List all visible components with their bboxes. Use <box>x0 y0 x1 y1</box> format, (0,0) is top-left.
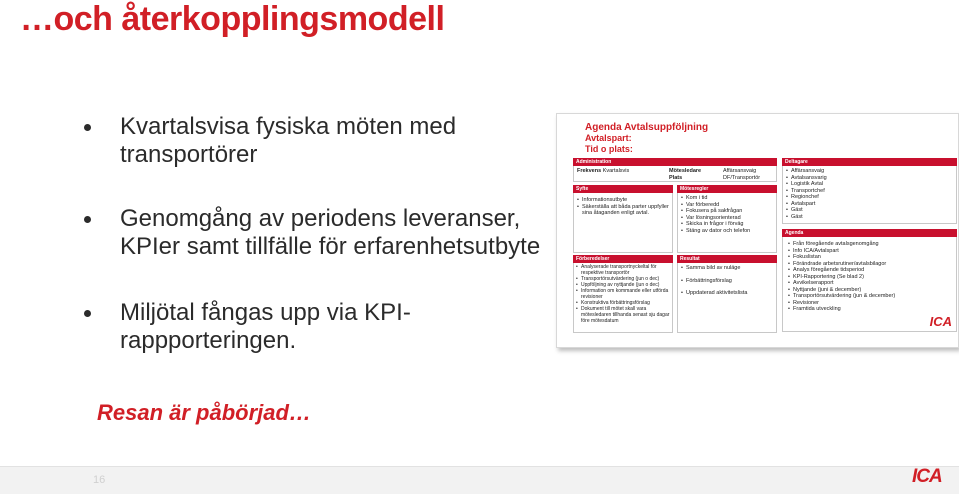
frekvens-value: Kvartalsvis <box>602 168 630 174</box>
ica-logo: ICA <box>912 466 942 487</box>
bullet-item: Genomgång av periodens leveranser, KPIer samt tillfälle för erfarenhetsutbyte <box>80 205 550 261</box>
bullet-item: Miljötal fångas upp via KPI-rappporteringen. <box>80 299 550 355</box>
list-item: • Analyserade transportnyckeltal för respektive transportör <box>576 264 674 276</box>
list-item: • Konstruktiva förbättringsförslag <box>576 300 674 306</box>
forberedelser-list <box>576 264 674 324</box>
list-item: • Fokusera på sakfrågan <box>681 208 777 215</box>
list-item: • Nyttjande (juni & december) <box>788 287 956 294</box>
list-item: • KPI-Rapportering (Se blad 2) <box>788 274 956 281</box>
list-item: • Var förberedd <box>681 202 777 209</box>
syfte-frame <box>573 185 673 253</box>
list-item: • Säkerställa att båda parter uppfyller sina åtaganden enligt avtal. <box>577 204 671 217</box>
syfte-header: Syfte <box>573 185 673 193</box>
deltagare-list <box>786 168 827 220</box>
forberedelser-header: Förberedelser <box>573 255 673 263</box>
motesledare-block <box>669 168 701 181</box>
agenda-subtitle: Tid o plats: <box>585 144 633 154</box>
list-item: • Information om kommande eller utförda revisioner <box>576 288 674 300</box>
page-number: 16 <box>93 474 106 486</box>
motesregler-list <box>681 195 777 234</box>
list-item: • Gäst <box>786 207 827 214</box>
list-item: • Transportörsutvärdering (jun & december) <box>788 293 956 300</box>
list-item: • Samma bild av nuläge <box>681 265 777 272</box>
list-item: • Fokuslistan <box>788 254 956 261</box>
list-item: • Affärsansvaig <box>786 168 827 175</box>
plats-label: Plats <box>669 174 683 181</box>
list-item: • Förändrade arbetsrutiner/avtalsbilagor <box>788 261 956 268</box>
tagline: Resan är påbörjad… <box>97 400 311 425</box>
bullet-item: Kvartalsvisa fysiska möten med transportörer <box>80 113 550 169</box>
resultat-list <box>681 265 777 297</box>
frekvens-row <box>577 168 629 175</box>
list-item: • Var lösningsorienterad <box>681 215 777 222</box>
list-item: • Skicka in frågor i förväg <box>681 221 777 228</box>
list-item: • Analys föregående tidsperiod <box>788 267 956 274</box>
list-item: • Uppföljning av nyttjande (jun o dec) <box>576 282 674 288</box>
syfte-list <box>577 197 671 217</box>
list-item: • Logistik Avtal <box>786 181 827 188</box>
list-item: • Kom i tid <box>681 195 777 202</box>
slide-title: …och återkopplingsmodell <box>20 0 445 38</box>
list-item: • Förbättringsförslag <box>681 278 777 285</box>
agenda-image <box>556 113 959 348</box>
list-item: • Avvikelserapport <box>788 280 956 287</box>
list-item: • Transportörsutvärdering (jun o dec) <box>576 276 674 282</box>
agenda-ica-logo: ICA <box>929 314 952 329</box>
list-item: • Avtalspart <box>786 201 827 208</box>
list-item: • Transportchef <box>786 188 827 195</box>
motesregler-header: Mötesregler <box>677 185 777 193</box>
list-item: • Revisioner <box>788 300 956 307</box>
frekvens-label: Frekvens <box>577 168 602 174</box>
agenda-header <box>585 122 708 155</box>
agenda-section-header: Agenda <box>782 229 957 237</box>
list-item: • Informationsutbyte <box>577 197 671 204</box>
resultat-header: Resultat <box>677 255 777 263</box>
deltagare-header: Deltagare <box>782 158 957 166</box>
footer-bar <box>0 466 959 494</box>
roles-text: Affärsansvaig DF/Transportör <box>723 168 761 181</box>
list-item: • Info ICA/Avtalspart <box>788 248 956 255</box>
list-item: • Uppdaterad aktivitetslista <box>681 290 777 297</box>
list-item: • Regionchef <box>786 194 827 201</box>
list-item: • Dokument till mötet skall vara mötesledaren tillhanda senast sju dagar före mötesdatum <box>576 306 674 324</box>
agenda-list <box>788 241 956 313</box>
list-item: • Från föregående avtalsgenomgång <box>788 241 956 248</box>
agenda-subtitle: Avtalspart: <box>585 133 632 143</box>
list-item: • Stäng av dator och telefon <box>681 228 777 235</box>
bullet-list <box>80 113 550 355</box>
administration-header: Administration <box>573 158 777 166</box>
list-item: • Avtalsansvarig <box>786 175 827 182</box>
list-item: • Framtida utveckling <box>788 306 956 313</box>
agenda-title: Agenda Avtalsuppföljning <box>585 122 709 133</box>
motesledare-label: Mötesledare <box>669 168 702 174</box>
list-item: • Gäst <box>786 214 827 221</box>
